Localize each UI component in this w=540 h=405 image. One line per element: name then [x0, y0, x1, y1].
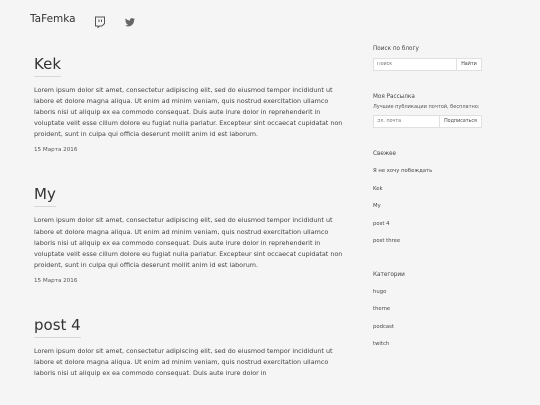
post-title[interactable]: My — [34, 185, 56, 207]
site-brand[interactable]: TaFemka — [30, 13, 76, 25]
categories-title: Категории — [373, 271, 405, 278]
email-field[interactable] — [373, 115, 440, 128]
recent-title: Свежее — [373, 151, 396, 157]
search-input[interactable] — [373, 58, 457, 71]
newsletter-title: Моя Рассылка — [373, 94, 415, 100]
post-excerpt: Lorem ipsum dolor sit amet, consectetur adipiscing elit, sed do eiusmod tempor incididunt ut labore et dolore magna aliqua. Ut enim ad minim veniam, quis nostrud exercitation ullamco laboris nisi ut aliquip ex ea commodo consequat. Duis aute irure dolor in reprehenderit in voluptate velit esse cillum dolore eu fugiat nulla pariatur. Excepteur sint occaecat cupidatat non proident, sunt in culpa qui officia deserunt mollit anim id est laborum. — [34, 86, 343, 139]
search-button[interactable]: Найти — [457, 58, 482, 71]
post-excerpt: Lorem ipsum dolor sit amet, consectetur adipiscing elit, sed do eiusmod tempor incididunt ut labore et dolore magna aliqua. Ut enim ad minim veniam, quis nostrud exercitation ullamco laboris nisi ut aliquip ex ea commodo consequat. Duis aute irure dolor in reprehenderit in voluptate velit esse cillum dolore eu fugiat nulla pariatur. Excepteur sint occaecat cupidatat non proident, sunt in culpa qui officia deserunt mollit anim id est laborum. — [34, 216, 343, 269]
recent-link[interactable]: My — [373, 203, 381, 209]
post-date: 15 Марта 2016 — [34, 277, 78, 284]
recent-link[interactable]: post 4 — [373, 220, 390, 227]
post-title[interactable]: post 4 — [34, 316, 81, 338]
category-link[interactable]: podcast — [373, 323, 394, 330]
category-link[interactable]: twitch — [373, 341, 390, 347]
twitch-icon[interactable] — [94, 13, 106, 25]
recent-widget — [373, 151, 493, 244]
post-list — [34, 54, 344, 379]
search-widget-title: Поиск по блогу — [373, 46, 419, 52]
post-item — [34, 315, 344, 379]
newsletter-widget — [373, 94, 493, 128]
category-link[interactable]: theme — [373, 306, 391, 312]
site-header — [30, 11, 154, 27]
category-link[interactable]: hugo — [373, 288, 387, 295]
post-excerpt: Lorem ipsum dolor sit amet, consectetur adipiscing elit, sed do eiusmod tempor incididunt ut labore et dolore magna aliqua. Ut enim ad minim veniam, quis nostrud exercitation ullamco laboris nisi ut aliquip ex ea commodo consequat. Duis aute irure dolor in — [34, 346, 333, 378]
categories-widget — [373, 272, 493, 348]
post-date: 15 Марта 2016 — [34, 147, 78, 154]
post-title[interactable]: Kek — [34, 55, 61, 77]
sidebar — [373, 46, 493, 359]
search-widget — [373, 46, 493, 71]
recent-link[interactable]: Я не хочу побеждать — [373, 168, 433, 174]
recent-link[interactable]: Kek — [373, 185, 383, 192]
post-item — [34, 184, 344, 283]
newsletter-subtitle: Лучшие публикации почтой, бесплатно: — [373, 104, 480, 110]
subscribe-button[interactable]: Подписаться — [440, 115, 482, 128]
recent-link[interactable]: post three — [373, 238, 401, 244]
twitter-icon[interactable] — [124, 13, 136, 25]
post-item — [34, 54, 344, 153]
